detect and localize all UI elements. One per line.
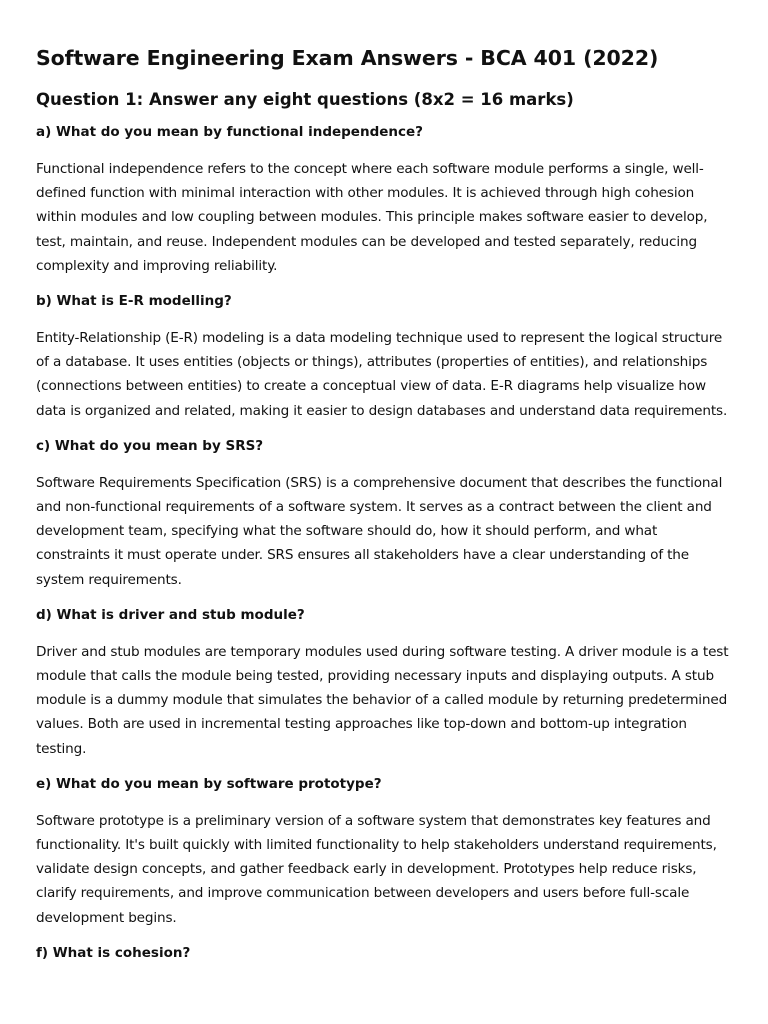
answer-paragraph: Functional independence refers to the concept where each software module performs a single, well-defined function with minimal interaction with other modules. It is achieved through high cohesion within modules and low coupling between modules. This principle makes software easier to develop, test, maintain, and reuse. Independent modules can be developed and tested separately, reducing complexity and improving reliability. <box>36 161 708 274</box>
answer-paragraph: Software Requirements Specification (SRS) is a comprehensive document that describes the functional and non-functional requirements of a software system. It serves as a contract between the client and development team, specifying what the software should do, how it should perform, and what constraints it must operate under. SRS ensures all stakeholders have a clear understanding of the system requirements. <box>36 474 723 588</box>
answer-paragraph: Software prototype is a preliminary version of a software system that demonstrates key features and functionality. It's built quickly with limited functionality to help stakeholders understand requirements, validate design concepts, and gather feedback early in development. Prototypes help reduce risks, clarify requirements, and improve communication between developers and users before full-scale development begins. <box>36 812 717 926</box>
question-heading: b) What is E-R modelling? <box>36 293 232 310</box>
answer-paragraph: Driver and stub modules are temporary modules used during software testing. A driver module is a test module that calls the module being tested, providing necessary inputs and displaying outputs. A stub module is a dummy module that simulates the behavior of a called module by returning predetermined values. Both are used in incremental testing approaches like top-down and bottom-up integration testing. <box>36 643 729 757</box>
question-heading: c) What do you mean by SRS? <box>36 437 264 454</box>
qa-item-e <box>36 774 732 930</box>
document-title: Software Engineering Exam Answers - BCA 401 (2022) <box>36 46 659 70</box>
question-heading: a) What do you mean by functional independence? <box>36 124 423 140</box>
question-heading: e) What do you mean by software prototype? <box>36 775 382 792</box>
qa-item-a <box>36 122 732 278</box>
question-heading: f) What is cohesion? <box>36 944 191 961</box>
question-heading: d) What is driver and stub module? <box>36 606 305 623</box>
qa-item-b <box>36 291 732 423</box>
qa-item-c <box>36 436 732 592</box>
qa-item-d <box>36 605 732 761</box>
qa-item-f <box>36 943 732 963</box>
answer-paragraph: Entity-Relationship (E-R) modeling is a data modeling technique used to represent the logical structure of a database. It uses entities (objects or things), attributes (properties of entities), and relationships (connections between entities) to create a conceptual view of data. E-R diagrams help visualize how data is organized and related, making it easier to design databases and understand data requirements. <box>36 330 728 419</box>
section-heading: Question 1: Answer any eight questions (8x2 = 16 marks) <box>36 90 574 109</box>
